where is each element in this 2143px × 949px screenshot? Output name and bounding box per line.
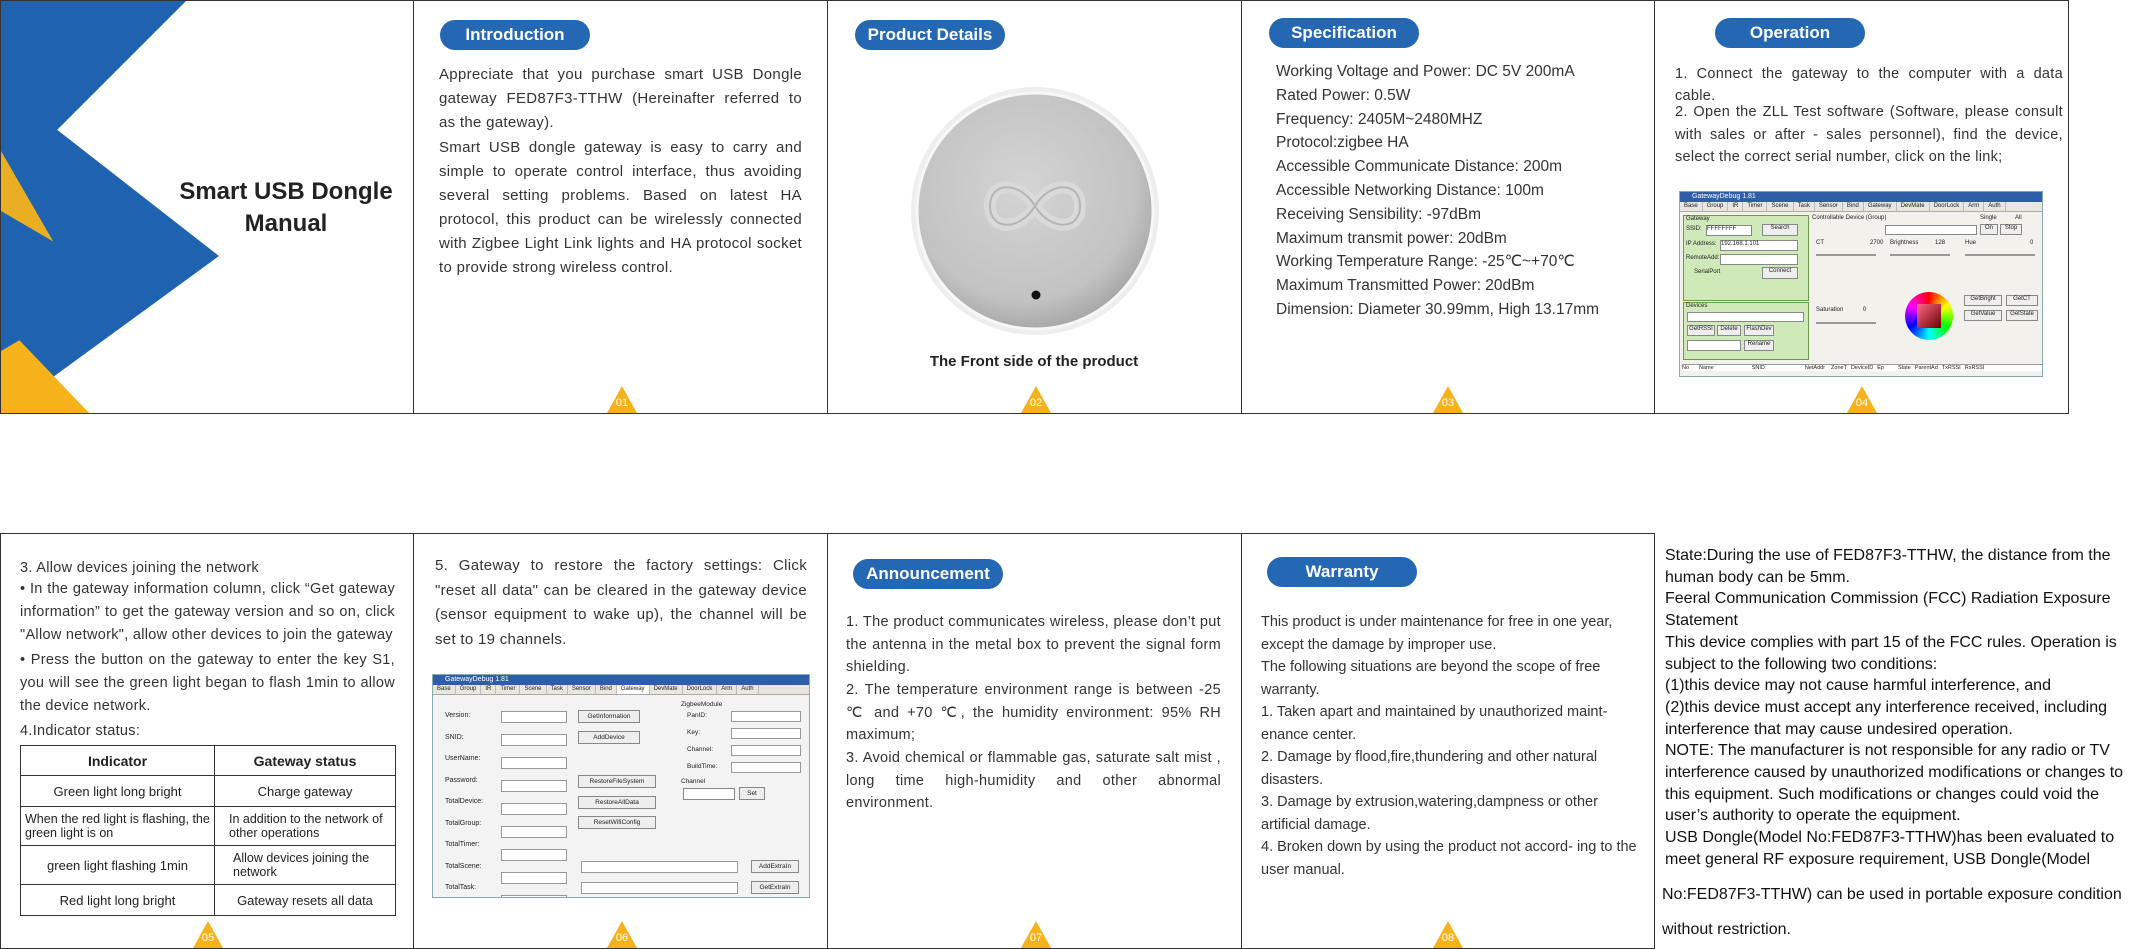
info-label: TotalScene: — [445, 862, 482, 870]
ct-label: CT — [1816, 240, 1824, 246]
fcc-line: (2)this device must accept any interference received, including interference that may cause undesired operation. — [1665, 698, 2107, 738]
page-number: 06 — [615, 932, 629, 944]
allow-devices-heading: 3. Allow devices joining the network — [20, 560, 259, 576]
announcement-panel — [827, 533, 1242, 949]
ssid-label: SSID: — [1686, 226, 1702, 232]
fcc-tail-1: No:FED87F3-TTHW) can be used in portable exposure condition — [1662, 886, 2122, 903]
info-label: TotalTask: — [445, 884, 477, 891]
tab-task[interactable]: Task — [547, 685, 568, 694]
tab-task[interactable]: Task — [1794, 202, 1815, 211]
flashdev-button[interactable]: FlashDev — [1744, 325, 1774, 336]
delete-button[interactable]: Delete — [1717, 325, 1741, 336]
product-details-panel — [827, 0, 1242, 414]
spec-line: Receiving Sensibility: -97dBm — [1276, 205, 1482, 223]
app-tabs — [433, 685, 809, 695]
info-fields — [501, 711, 567, 898]
introduction-heading: Introduction — [440, 20, 590, 50]
single-radio[interactable]: Single — [1980, 215, 1997, 221]
page-badge-03 — [1433, 386, 1463, 413]
indicator-table — [20, 745, 396, 916]
brightness-label: Brightness — [1890, 240, 1919, 246]
spec-line: Accessible Communicate Distance: 200m — [1276, 158, 1563, 176]
column-header: SNID — [1751, 365, 1765, 371]
info-field[interactable] — [501, 711, 567, 723]
warranty-line: 4. Broken down by using the product not accord- ing to the user manual. — [1261, 839, 1637, 878]
column-header: Ep — [1877, 365, 1884, 371]
tab-ir[interactable]: IR — [1728, 202, 1743, 211]
ip-label: IP Address: — [1686, 241, 1717, 247]
devices-group — [1683, 302, 1809, 360]
saturation-label: Saturation — [1816, 307, 1844, 313]
tab-ir[interactable]: IR — [481, 685, 496, 694]
column-header: RxRSSI — [1964, 365, 1985, 371]
spec-line: Accessible Networking Distance: 100m — [1276, 181, 1544, 199]
allow-devices-bullet2: • Press the button on the gateway to enter the key S1, you will see the green light began to flash 1min to allow the device network. — [20, 652, 395, 714]
fcc-line: (1)this device may not cause harmful interference, and — [1665, 677, 2051, 695]
status-cell: Allow devices joining the network — [215, 846, 396, 885]
getvalue-button[interactable]: GetValue — [1964, 310, 2002, 321]
fcc-statement — [1665, 545, 2140, 871]
devices-label: Devices — [1686, 303, 1708, 309]
info-label: TotalGroup: — [445, 819, 482, 827]
operation-step1: 1. Connect the gateway to the computer with a data cable. — [1675, 66, 2063, 104]
specification-heading: Specification — [1269, 18, 1419, 48]
ip-select[interactable]: 192.168.1.101 — [1720, 240, 1798, 251]
zigbee-label: BuildTime: — [687, 763, 718, 770]
info-field[interactable] — [501, 803, 567, 815]
cover-title-line2: Manual — [244, 210, 328, 237]
announcement-item2: 2. The temperature environment range is between -25 ℃ and +70 ℃, the humidity environment: 95% RH maximum; — [846, 682, 1221, 743]
info-label: TotalDevice: — [445, 798, 484, 805]
remote-input[interactable] — [1720, 254, 1798, 265]
announcement-heading: Announcement — [853, 559, 1003, 589]
addextrain-button[interactable]: AddExtraIn — [751, 860, 799, 873]
table-row — [21, 846, 396, 885]
tab-doorlock[interactable]: DoorLock — [683, 685, 718, 694]
getextrain-button[interactable]: GetExtraIn — [751, 881, 799, 894]
device-name-input[interactable] — [1687, 340, 1741, 351]
info-label: TotalTimer: — [445, 841, 480, 848]
spec-line: Frequency: 2405M~2480MHZ — [1276, 110, 1483, 128]
reset-text: 5. Gateway to restore the factory settings: Click "reset all data" can be cleared in the gateway device (sensor equipment to wake up), the channel will be set to 19 channels. — [435, 557, 807, 648]
info-field[interactable] — [501, 895, 567, 898]
tab-sensor[interactable]: Sensor — [568, 685, 596, 694]
info-field[interactable] — [501, 734, 567, 746]
ct-slider[interactable] — [1816, 254, 1876, 256]
column-header: ParentAd — [1914, 365, 1938, 371]
app-titlebar: GatewayDebug 1.81 — [433, 675, 809, 685]
connect-button[interactable]: Connect — [1762, 267, 1798, 279]
tab-timer[interactable]: Timer — [1743, 202, 1767, 211]
column-header: State — [1897, 365, 1911, 371]
channel-select[interactable] — [683, 788, 735, 800]
fcc-line: This device complies with part 15 of the FCC rules. Operation is subject to the following two conditions: — [1665, 633, 2117, 673]
warranty-line: 3. Damage by extrusion,watering,dampness or other artificial damage. — [1261, 794, 1598, 833]
operation-heading: Operation — [1715, 18, 1865, 48]
page-number: 02 — [1029, 397, 1043, 409]
spec-line: Dimension: Diameter 30.99mm, High 13.17mm — [1276, 300, 1600, 318]
column-header: ZoneT — [1831, 365, 1847, 371]
serial-port-radio[interactable]: SerialPort — [1694, 269, 1721, 275]
search-button[interactable]: Search — [1762, 224, 1798, 236]
channel-field[interactable] — [731, 745, 801, 756]
adddevice-button[interactable]: AddDevice — [578, 731, 640, 744]
column-header: TxRSSI — [1941, 365, 1961, 371]
tab-scene[interactable]: Scene — [1767, 202, 1793, 211]
key-field[interactable] — [731, 728, 801, 739]
fcc-line: USB Dongle(Model No:FED87F3-TTHW)has been evaluated to meet general RF exposure requirement, USB Dongle(Model — [1665, 829, 2115, 868]
getrssi-button[interactable]: GetRSSI — [1687, 325, 1715, 336]
zigbee-label: PanID: — [687, 712, 707, 719]
indicator-heading: 4.Indicator status: — [20, 723, 141, 739]
page-badge-06 — [607, 921, 637, 948]
warranty-text — [1261, 611, 1643, 881]
warranty-line: 2. Damage by flood,fire,thundering and other natural disasters. — [1261, 749, 1598, 788]
tab-gateway[interactable]: Gateway — [617, 685, 650, 694]
fcc-line: Feeral Communication Commission (FCC) Radiation Exposure Statement — [1665, 590, 2111, 630]
extra-input-2[interactable] — [581, 882, 738, 894]
fcc-line: NOTE: The manufacturer is not responsible for any radio or TV interference caused by unauthorized modifications or changes to this equipment. Such modifications or changes could void the user’s authority to operate the equipment. — [1665, 742, 2124, 825]
table-row — [21, 885, 396, 916]
ssid-input[interactable]: FFFFFFFF — [1706, 225, 1752, 236]
tab-group[interactable]: Group — [1703, 202, 1729, 211]
remote-label: RemoteAdd: — [1686, 255, 1720, 261]
buildtime-field[interactable] — [731, 762, 801, 773]
stop-button[interactable]: Stop — [2000, 224, 2022, 235]
zigbee-label: Key: — [687, 729, 701, 736]
all-radio[interactable]: All — [2015, 215, 2022, 221]
info-label: Password: — [445, 776, 478, 784]
allow-devices-panel — [0, 533, 414, 949]
status-cell: Gateway resets all data — [215, 885, 396, 916]
rename-button[interactable]: Rename — [1744, 340, 1774, 351]
tab-arm[interactable]: Arm — [1964, 202, 1984, 211]
spec-line: Rated Power: 0.5W — [1276, 86, 1411, 104]
indicator-column-header: Indicator — [21, 746, 215, 776]
indicator-cell: green light flashing 1min — [21, 846, 215, 885]
warranty-heading: Warranty — [1267, 557, 1417, 587]
tab-auth[interactable]: Auth — [737, 685, 758, 694]
spec-line: Working Temperature Range: -25℃~+70℃ — [1276, 253, 1575, 271]
restorefilesystem-button[interactable]: RestoreFileSystem — [578, 775, 656, 788]
tab-doorlock[interactable]: DoorLock — [1930, 202, 1965, 211]
on-button[interactable]: On — [1980, 224, 1998, 235]
gateway-group-label: Gateway — [1686, 216, 1710, 222]
introduction-para2: Smart USB dongle gateway is easy to carry and simple to operate control interface, thus avoiding several setting problems. Based on latest HA protocol, this product can be wirelessly connected with Zigbee Light Link lights and HA protocol socket to provide strong wireless control. — [439, 139, 802, 276]
product-details-heading: Product Details — [855, 20, 1005, 50]
getbright-button[interactable]: GetBright — [1964, 295, 2002, 306]
info-label: Version: — [445, 712, 471, 719]
product-image — [910, 86, 1160, 336]
introduction-para1: Appreciate that you purchase smart USB Dongle gateway FED87F3-TTHW (Hereinafter referred to as the gateway). — [439, 66, 802, 131]
indicator-cell: Green light long bright — [21, 776, 215, 807]
allow-devices-bullet1: • In the gateway information column, click “Get gateway information” to get the gateway version and so on, click "Allow network", allow other devices to join the gateway — [20, 581, 395, 643]
page-badge-04 — [1847, 386, 1877, 413]
tab-gateway[interactable]: Gateway — [1864, 202, 1897, 211]
tab-scene[interactable]: Scene — [520, 685, 546, 694]
page-badge-01 — [607, 386, 637, 413]
getstate-button[interactable]: GetState — [2006, 310, 2038, 321]
hue-slider[interactable] — [1965, 254, 2035, 256]
tab-bind[interactable]: Bind — [1843, 202, 1864, 211]
app-titlebar: GatewayDebug 1.81 — [1680, 192, 2042, 202]
tab-timer[interactable]: Timer — [496, 685, 520, 694]
tab-base[interactable]: Base — [1680, 202, 1703, 211]
operation-step2: 2. Open the ZLL Test software (Software, please consult with sales or after - sales personnel), find the device, select the correct serial number, click on the link; — [1675, 104, 2063, 165]
page-number: 07 — [1029, 932, 1043, 944]
tab-devmate[interactable]: DevMate — [650, 685, 683, 694]
cover-title-line1: Smart USB Dongle — [179, 178, 393, 205]
reset-panel — [413, 533, 828, 949]
cover-panel — [0, 0, 414, 414]
table-row — [21, 776, 396, 807]
introduction-panel — [413, 0, 828, 414]
info-field[interactable] — [501, 872, 567, 884]
channel-label: Channel — [681, 778, 706, 785]
app-tabs — [1680, 202, 2042, 212]
gateway-debug-screenshot — [1679, 191, 2043, 377]
page-number: 01 — [615, 397, 629, 409]
resetwificonfig-button[interactable]: ResetWifiConfig — [578, 816, 656, 829]
info-field[interactable] — [501, 826, 567, 838]
indicator-cell: Red light long bright — [21, 885, 215, 916]
warranty-line: This product is under maintenance for free in one year, except the damage by improper use. — [1261, 614, 1613, 653]
warranty-line: The following situations are beyond the scope of free warranty. — [1261, 659, 1601, 698]
ct-value: 2700 — [1870, 240, 1884, 246]
tab-base[interactable]: Base — [433, 685, 456, 694]
warranty-panel — [1241, 533, 1655, 949]
operation-panel — [1654, 0, 2069, 414]
page-number: 08 — [1441, 932, 1455, 944]
devices-select[interactable] — [1687, 312, 1804, 322]
spec-line: Protocol:zigbee HA — [1276, 134, 1409, 152]
cover-title — [171, 176, 401, 240]
restorealldata-button[interactable]: RestoreAllData — [578, 796, 656, 809]
saturation-value: 0 — [1863, 307, 1867, 313]
info-label: SNID: — [445, 733, 464, 741]
device-table-header — [1682, 364, 2042, 371]
column-header: DeviceID — [1850, 365, 1874, 371]
fcc-tail-2: without restriction. — [1662, 921, 1791, 938]
table-row — [21, 807, 396, 846]
indicator-cell: When the red light is flashing, the green light is on — [21, 807, 215, 846]
page-number: 05 — [201, 932, 215, 944]
product-caption: The Front side of the product — [929, 353, 1139, 370]
status-column-header: Gateway status — [215, 746, 396, 776]
announcement-item1: 1. The product communicates wireless, please don’t put the antenna in the metal box to prevent the signal form shielding. — [846, 614, 1221, 675]
zigbee-module-group — [681, 701, 801, 816]
getinformation-button[interactable]: GetInformation — [578, 710, 640, 723]
getct-button[interactable]: GetCT — [2006, 295, 2038, 306]
set-button[interactable]: Set — [739, 787, 765, 800]
tab-arm[interactable]: Arm — [717, 685, 737, 694]
tab-sensor[interactable]: Sensor — [1815, 202, 1843, 211]
page-badge-07 — [1021, 921, 1051, 948]
zigbee-module-title: ZigbeeModule — [681, 701, 723, 708]
gateway-group — [1683, 215, 1809, 301]
tab-group[interactable]: Group — [456, 685, 482, 694]
spec-line: Maximum transmit power: 20dBm — [1276, 229, 1507, 247]
column-header: Name — [1699, 365, 1714, 371]
status-cell: In addition to the network of other operations — [215, 807, 396, 846]
info-field[interactable] — [501, 757, 567, 769]
tab-bind[interactable]: Bind — [596, 685, 617, 694]
announcement-item3: 3. Avoid chemical or flammable gas, saturate salt mist , long time high-humidity and other abnormal environment. — [846, 750, 1221, 811]
page-badge-05 — [193, 921, 223, 948]
hue-value: 0 — [2030, 240, 2034, 246]
gateway-info-labels — [445, 705, 483, 898]
brightness-slider[interactable] — [1890, 254, 1950, 256]
controllable-select[interactable] — [1885, 225, 1977, 235]
tab-auth[interactable]: Auth — [1984, 202, 2005, 211]
info-field[interactable] — [501, 780, 567, 792]
extra-input-1[interactable] — [581, 861, 738, 873]
led-indicator-icon — [1032, 291, 1041, 300]
spec-line: Maximum Transmitted Power: 20dBm — [1276, 277, 1535, 295]
info-label: UserName: — [445, 755, 481, 762]
page-badge-02 — [1021, 386, 1051, 413]
page-number: 03 — [1441, 397, 1455, 409]
spec-list — [1276, 60, 1599, 322]
specification-panel — [1241, 0, 1655, 414]
info-field[interactable] — [501, 849, 567, 861]
warranty-line: 1. Taken apart and maintained by unauthorized maint- enance center. — [1261, 704, 1608, 743]
tab-devmate[interactable]: DevMate — [1897, 202, 1930, 211]
brightness-value: 128 — [1935, 240, 1946, 246]
zigbee-label: Channel: — [687, 746, 714, 753]
saturation-slider[interactable] — [1816, 322, 1876, 324]
controllable-label: Controllable Device (Group) — [1812, 215, 1887, 221]
page-number: 04 — [1855, 397, 1869, 409]
panid-field[interactable] — [731, 711, 801, 722]
page-badge-08 — [1433, 921, 1463, 948]
fcc-line: State:During the use of FED87F3-TTHW, the distance from the human body can be 5mm. — [1665, 547, 2111, 586]
color-wheel[interactable] — [1905, 292, 1953, 340]
spec-line: Working Voltage and Power: DC 5V 200mA — [1276, 63, 1575, 80]
gateway-tab-screenshot — [432, 674, 810, 898]
hue-label: Hue — [1965, 240, 1977, 246]
column-header: No — [1682, 365, 1690, 371]
column-header: NetAddr — [1804, 365, 1826, 371]
status-cell: Charge gateway — [215, 776, 396, 807]
